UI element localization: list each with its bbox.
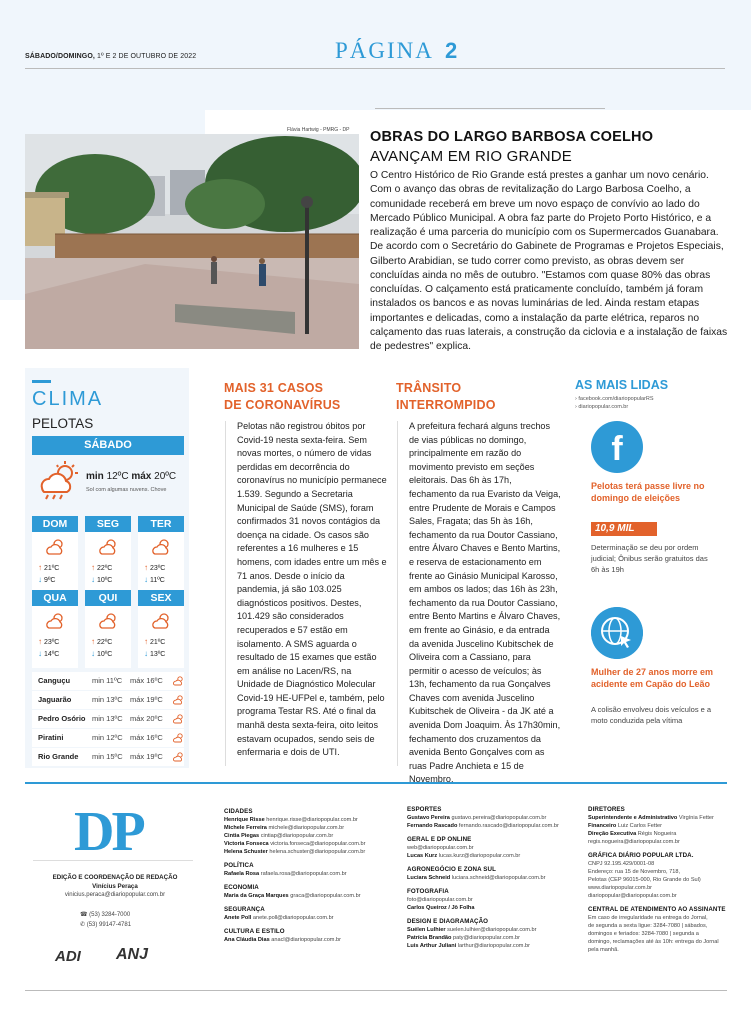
staff-entry: Ana Cláudia Dias anacl@diariopopular.com.br [224,937,341,943]
partly-cloudy-icon [172,733,184,743]
staff-entry: de segunda a sexta ligue: 3284-7080 | sábados, [588,923,708,929]
editor-name: Vinícius Peraça [92,883,138,890]
city-min: min 13ºC [92,714,123,723]
forecast-day [32,590,78,668]
today-description: Sol com algumas nuvens. Chove [86,487,167,493]
covid-body: Pelotas não registrou óbitos por Covid-19 nesta sexta-feira. Sem novas mortes, o número de vidas perdidas em decorrência do coronavírus no município permanece 1.539. Segundo a Secretaria Municipal de Saúde (SMS), foram confirmados 31 novos contágios da doença na cidade. Os casos são referentes a 16 mulheres e 15 homens, com idades entre um mês e 71 anos. Desde o início da pandemia, já são 103.025 diagnósticos positivos. Destes, 101.429 são considerados recuperados e 57 estão em isolamento. A SMS aguarda o resultado de 15 exames que estão em análise no Lacen/RS, na Unidade de Diagnóstico Molecular Covid-19 HE-UFPel e, também, pelo programa Testar RS. Até o final da manhã desta sexta-feira, oito leitos estavam ocupados, sendo seis de enfermaria e dois de UTI. [237,421,387,758]
section-accent-bar [32,380,51,383]
city-min: min 12ºC [92,733,123,742]
views-badge: 10,9 MIL [591,522,657,536]
staff-entry: domingo, reclamações até às 10h: entrega do Jornal [588,939,719,945]
partly-cloudy-icon [172,676,184,686]
most-read-item-text: Determinação se deu por ordem judicial; Ônibus serão gratuitos das 6h às 19h [591,543,708,574]
weather-title: CLIMA [32,388,104,410]
city-name: Jaguarão [38,695,72,704]
most-read-title: AS MAIS LIDAS [575,378,669,392]
staff-entry: Rafaela Rosa rafaela.rosa@diariopopular.com.br [224,871,347,877]
partly-cloudy-icon [44,612,66,630]
city-forecast-row [32,729,184,747]
staff-section-heading: ESPORTES [407,806,442,813]
arrow-down-icon: ↓ [38,575,42,584]
arrow-up-icon: ↑ [91,563,95,572]
staff-entry: Carlos Queiroz / Jô Folha [407,905,475,911]
photo-credit: Flávia Hartwig - PMRG - DP [287,127,350,133]
staff-section-heading: AGRONEGÓCIO E ZONA SUL [407,866,496,873]
staff-entry: foto@diariopopular.com.br [407,897,473,903]
forecast-day-name: SEX [138,590,184,606]
staff-entry: Superintendente e Administrativo Virgínia Fetter [588,815,714,821]
today-label: SÁBADO [32,436,184,455]
arrow-down-icon: ↓ [144,575,148,584]
staff-entry: Lucas Kurz lucas.kurz@diariopopular.com.br [407,853,521,859]
covid-title: MAIS 31 CASOS DE CORONAVÍRUS [224,381,341,412]
staff-section-heading: CENTRAL DE ATENDIMENTO AO ASSINANTE [588,906,726,913]
city-forecast-row [32,672,184,690]
forecast-day [85,590,131,668]
arrow-down-icon: ↓ [91,575,95,584]
city-min: min 13ºC [92,695,123,704]
arrow-up-icon: ↑ [38,637,42,646]
forecast-day [138,590,184,668]
staff-entry: pela manhã. [588,947,619,953]
staff-entry: Direção Executiva Régis Nogueira [588,831,677,837]
site-link[interactable]: › diariopopular.com.br [575,404,629,410]
staff-section-heading: POLÍTICA [224,862,254,869]
partly-cloudy-icon [172,714,184,724]
staff-section-heading: GRÁFICA DIÁRIO POPULAR LTDA. [588,852,694,859]
header-rule [25,68,725,69]
facebook-icon: f [591,421,643,473]
editor-email: vinicius.peraca@diariopopular.com.br [64,892,166,898]
forecast-min: ↓ 14ºC [38,649,60,658]
staff-entry: Anete Poll anete.poll@diariopopular.com.br [224,915,334,921]
city-name: Canguçu [38,676,71,685]
partly-cloudy-icon [172,695,184,705]
staff-entry: Victoria Fonseca victoria.fonseca@diariopopular.com.br [224,841,366,847]
staff-entry: Cintia Piegas cintiap@diariopopular.com.br [224,833,334,839]
city-name: Rio Grande [38,752,79,761]
forecast-max: ↑ 22ºC [91,637,113,646]
staff-section-heading: ECONOMIA [224,884,259,891]
partly-cloudy-icon [97,538,119,556]
forecast-max: ↑ 21ºC [144,637,166,646]
article-photo [25,134,359,349]
staff-entry: Luis Arthur Juliani larthur@diariopopular.com.br [407,943,530,949]
forecast-max: ↑ 23ºC [144,563,166,572]
city-min: min 11ºC [92,676,123,685]
whatsapp-number: ✆ (53) 99147-4781 [80,922,132,928]
forecast-day-name: SEG [85,516,131,532]
staff-entry: Helena Schuster helena.schuster@diariopopular.com.br [224,849,366,855]
staff-entry: www.diariopopular.com.br [588,885,653,891]
staff-entry: CNPJ 92.195.429/0001-08 [588,861,655,867]
forecast-day [85,516,131,594]
edition-date: SÁBADO/DOMINGO, 1º E 2 DE OUTUBRO DE 2022 [25,53,197,60]
arrow-down-icon: ↓ [91,649,95,658]
staff-section-heading: CULTURA E ESTILO [224,928,285,935]
arrow-down-icon: ↓ [144,649,148,658]
staff-entry: regis.nogueira@diariopopular.com.br [588,839,680,845]
phone-number: ☎ (53) 3284-7000 [80,912,131,918]
dp-logo: DP [74,801,143,863]
today-temperatures: min 12ºC máx 20ºC [86,471,177,482]
forecast-min: ↓ 10ºC [91,649,113,658]
city-forecast-row [32,710,184,728]
arrow-up-icon: ↑ [38,563,42,572]
forecast-min: ↓ 9ºC [38,575,56,584]
arrow-down-icon: ↓ [38,649,42,658]
arrow-up-icon: ↑ [144,637,148,646]
partly-cloudy-icon [44,538,66,556]
staff-entry: Michele Ferreira michele@diariopopular.com.br [224,825,345,831]
partly-cloudy-icon [97,612,119,630]
forecast-min: ↓ 11ºC [144,575,165,584]
city-max: máx 19ºC [130,752,163,761]
staff-entry: Fernando Rascado fernando.rascado@diariopopular.com.br [407,823,559,829]
city-max: máx 20ºC [130,714,163,723]
staff-section-heading: DESIGN E DIAGRAMAÇÃO [407,918,489,925]
globe-cursor-icon [591,607,643,659]
staff-section-heading: CIDADES [224,808,253,815]
staff-entry: diariopopular@diariopopular.com.br [588,893,677,899]
phone-icon: ☎ [80,912,90,918]
background-tint-top [205,0,751,110]
staff-entry: Endereço: rua 15 de Novembro, 718, [588,869,681,875]
staff-section-heading: FOTOGRAFIA [407,888,449,895]
partly-cloudy-icon [150,612,172,630]
facebook-link[interactable]: › facebook.com/diariopopularRS [575,396,654,402]
traffic-title: TRÂNSITO INTERROMPIDO [396,381,496,412]
city-forecast-row [32,691,184,709]
editor-heading: EDIÇÃO E COORDENAÇÃO DE REDAÇÃO [52,874,178,881]
staff-entry: Pelotas (CEP 96015-000, Rio Grande do Sul) [588,877,701,883]
page-number: 2 [445,38,458,63]
divider [33,860,193,861]
forecast-day-name: DOM [32,516,78,532]
anj-logo: ANJ [116,946,149,963]
city-max: máx 19ºC [130,695,163,704]
partly-cloudy-icon [150,538,172,556]
staff-entry: Financeiro Luiz Carlos Fetter [588,823,663,829]
rain-sun-icon [36,461,80,501]
most-read-item-title[interactable]: Pelotas terá passe livre no domingo de eleições [591,481,705,503]
forecast-min: ↓ 10ºC [91,575,113,584]
page-label: PÁGINA [335,38,434,63]
article-title: OBRAS DO LARGO BARBOSA COELHO [370,129,654,145]
article-subtitle: AVANÇAM EM RIO GRANDE [370,148,572,165]
staff-entry: Henrique Risse henrique.risse@diariopopular.com.br [224,817,358,823]
city-max: máx 16ºC [130,676,163,685]
staff-section-heading: SEGURANÇA [224,906,265,913]
forecast-max: ↑ 22ºC [91,563,113,572]
article-body: O Centro Histórico de Rio Grande está prestes a ganhar um novo cenário. Com o avanço das obras de revitalização do Largo Barbosa Coelho, a comunidade receberá em breve um novo espaço de convívio ao lado do Mercado Público Municipal. A obra faz parte do Projeto Porto Histórico, e a realização é uma parceria do município com os Supermercados Guanabara. De acordo com o Secretário do Gabinete de Programas e Projetos Especiais, Gilberto Arabidian, se tudo correr como previsto, as obras devem ser concluídas ainda no mês de outubro. "Estamos com quase 80% das obras concluídas. O calçamento está praticamente concluído, também já foram instalados os bancos e as novas luminárias de led. Ainda restam etapas importantes e delicadas, como a instalação da parte elétrica, reparos no calçamento das ruas laterais, a construção da ciclovia e a instalação de faixas de pedestres" explica. [370,170,728,352]
whatsapp-icon: ✆ [80,922,87,928]
staff-entry: Gustavo Pereira gustavo.pereira@diariopopular.com.br [407,815,547,821]
staff-entry: Suélen Lulhier suelen.lulhier@diariopopular.com.br [407,927,537,933]
city-name: Piratini [38,733,64,742]
staff-section-heading: DIRETORES [588,806,625,813]
forecast-day-name: TER [138,516,184,532]
forecast-day [138,516,184,594]
forecast-max: ↑ 23ºC [38,637,60,646]
arrow-up-icon: ↑ [91,637,95,646]
most-read-item-title[interactable]: Mulher de 27 anos morre em acidente em Capão do Leão [591,667,714,689]
staff-entry: Patrícia Brandão paty@diariopopular.com.br [407,935,520,941]
column-rule [225,421,226,766]
staff-entry: web@diariopopular.com.br [407,845,474,851]
staff-entry: domingos e feriados: 3284-7080 | segunda a [588,931,699,937]
forecast-min: ↓ 13ºC [144,649,166,658]
arrow-up-icon: ↑ [144,563,148,572]
city-min: min 15ºC [92,752,123,761]
staff-section-heading: GERAL E DP ONLINE [407,836,472,843]
forecast-day-name: QUA [32,590,78,606]
partly-cloudy-icon [172,752,184,762]
staff-entry: Luciara Schneid luciara.schneid@diariopopular.com.br [407,875,546,881]
divider [375,108,605,109]
adi-logo: ADI [55,948,81,965]
staff-entry: Maria da Graça Marques graca@diariopopular.com.br [224,893,361,899]
column-rule [397,421,398,766]
weather-city: PELOTAS [32,416,94,431]
forecast-day-name: QUI [85,590,131,606]
footer-rule [25,782,727,784]
city-max: máx 16ºC [130,733,163,742]
staff-entry: Em caso de irregularidade na entrega do Jornal, [588,915,708,921]
footer-bottom-rule [25,990,727,991]
forecast-day [32,516,78,594]
city-name: Pedro Osório [38,714,86,723]
traffic-body: A prefeitura fechará alguns trechos de vias públicas no domingo, principalmente em razão do movimento previsto em seções eleitorais. Das 6h às 17h, fechamento da rua Evaristo da Veiga, entre Prudente de Morais e Campos Sales, Fragata; das 5h às 16h, fechamento da rua Doutor Cassiano, entre Álvaro Chaves e Bento Martins, e reserva de estacionamento em frente ao Ginásio Municipal Karosso, em ambos os lados; das 16h às 23h, fechamento da rua Doutor Cassiano, entre Bento Martins e Álvaro Chaves, em frente ao Ginásio, e da entrada da avenida Juscelino Kubitschek de Oliveira com a Cassiano, para permitir o acesso de veículos; às 13h, fechamento da rua Gonçalves Chaves com avenida Juscelino Kubitschek de Oliveira - da JK até a avenida Dom Joaquim. Às 17h30min, fechamento dos cruzamentos da avenida Bento Gonçalves com as ruas Padre Anchieta e 15 de Novembro. [409,421,561,785]
most-read-item-text: A colisão envolveu dois veículos e a moto conduzida pela vítima [591,705,712,725]
city-forecast-row [32,748,184,766]
forecast-max: ↑ 21ºC [38,563,60,572]
